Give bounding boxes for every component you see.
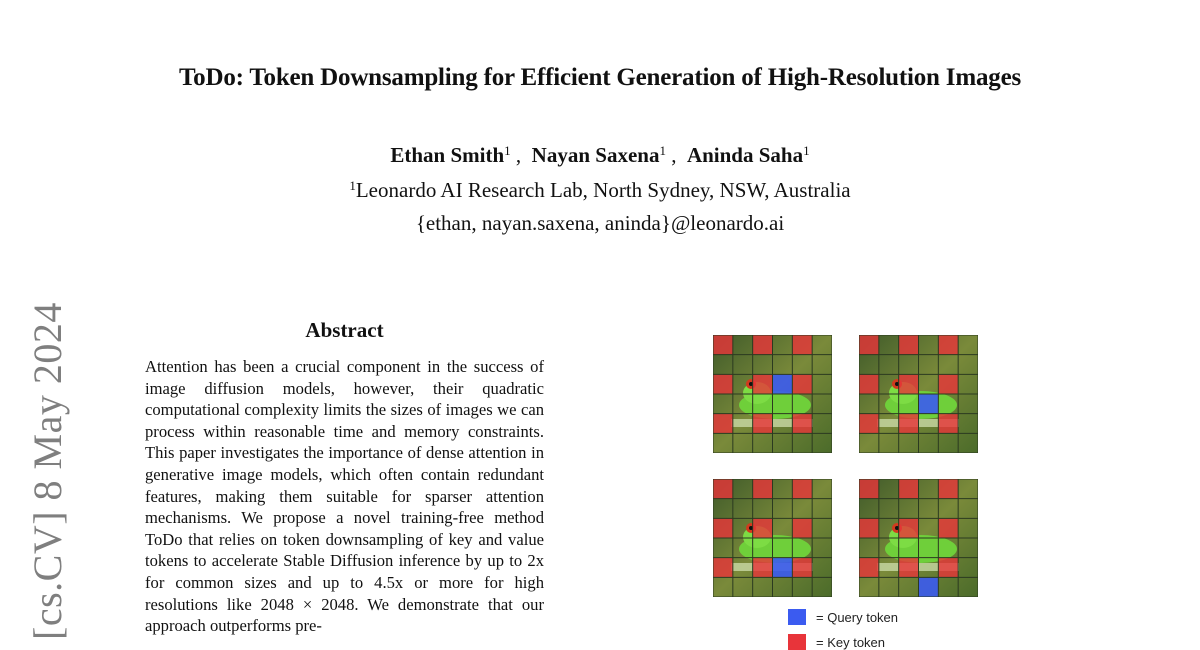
key-token-cell	[753, 558, 773, 578]
author-affiliation-mark: 1	[803, 143, 810, 158]
key-token-cell	[938, 518, 958, 538]
key-token-cell	[899, 335, 919, 355]
key-token-cell	[792, 414, 812, 434]
key-token-cell	[753, 479, 773, 499]
frog-image	[859, 335, 978, 453]
key-token-cell	[713, 518, 733, 538]
key-token-cell	[753, 414, 773, 434]
key-token-cell	[899, 414, 919, 434]
key-token-cell	[938, 374, 958, 394]
query-token-cell	[919, 577, 939, 597]
abstract-heading: Abstract	[305, 318, 384, 342]
attention-figure-panel-3	[713, 479, 832, 597]
arxiv-stamp: [cs.CV] 8 May 2024	[25, 302, 70, 640]
author-list: Ethan Smith$^1$ , Nayan Saxena$^1$ , Aninda Saha$^1$	[390, 143, 810, 167]
frog-image	[713, 335, 832, 453]
legend-key-label: = Key token	[816, 634, 886, 650]
key-token-cell	[938, 479, 958, 499]
attention-figure-panel-1	[713, 335, 832, 453]
key-token-cell	[713, 414, 733, 434]
key-token-cell	[792, 518, 812, 538]
query-token-cell	[773, 374, 793, 394]
affiliation-text: Leonardo AI Research Lab, North Sydney, NSW, Australia	[355, 178, 851, 202]
key-token-cell	[938, 414, 958, 434]
key-token-cell	[899, 479, 919, 499]
query-token-cell	[919, 394, 939, 414]
author-affiliation-mark: 1	[504, 143, 511, 158]
key-token-cell	[753, 335, 773, 355]
query-token-swatch	[788, 609, 806, 625]
key-token-cell	[859, 335, 879, 355]
attention-figure-panel-2	[859, 335, 978, 453]
key-token-cell	[859, 518, 879, 538]
key-token-cell	[713, 479, 733, 499]
key-token-cell	[938, 558, 958, 578]
attention-figure-panel-4	[859, 479, 978, 597]
key-token-cell	[753, 518, 773, 538]
paper-title: ToDo: Token Downsampling for Efficient Generation of High-Resolution Images	[178, 64, 1021, 91]
affiliation	[0, 178, 1200, 203]
frog-image	[713, 479, 832, 597]
key-token-cell	[792, 479, 812, 499]
key-token-cell	[792, 374, 812, 394]
key-token-cell	[792, 335, 812, 355]
affiliation-mark: 1	[349, 178, 356, 193]
legend-query-label: = Query token	[816, 609, 899, 625]
key-token-cell	[859, 558, 879, 578]
abstract-text: Attention has been a crucial component in the success of image diffusion models, however, their quadratic computational complexity limits the sizes of images we can process within reasonable time and memory constraints. This paper investigates the importance of dense attention in generative image models, which often contain redundant features, making them suitable for sparser attention mechanisms. We propose a novel training-free method ToDo that relies on token downsampling of key and value tokens to accelerate Stable Diffusion inference by up to 2x for common sizes and up to 4.5x or more for high resolutions like 2048 × 2048. We demonstrate that our approach outperforms pre-	[145, 357, 544, 636]
key-token-cell	[859, 479, 879, 499]
key-token-cell	[859, 374, 879, 394]
key-token-cell	[899, 518, 919, 538]
key-token-cell	[899, 374, 919, 394]
author-emails: {ethan, nayan.saxena, aninda}@leonardo.ai	[415, 211, 785, 235]
key-token-cell	[713, 374, 733, 394]
key-token-cell	[713, 558, 733, 578]
key-token-cell	[859, 414, 879, 434]
query-token-cell	[773, 558, 793, 578]
key-token-cell	[792, 558, 812, 578]
key-token-cell	[899, 558, 919, 578]
author-affiliation-mark: 1	[659, 143, 666, 158]
key-token-cell	[753, 374, 773, 394]
legend-query	[788, 609, 898, 625]
author-name: Ethan Smith	[390, 143, 505, 167]
author-name: Aninda Saha	[686, 143, 804, 167]
key-token-cell	[938, 335, 958, 355]
frog-image	[859, 479, 978, 597]
key-token-cell	[713, 335, 733, 355]
author-name: Nayan Saxena	[531, 143, 660, 167]
